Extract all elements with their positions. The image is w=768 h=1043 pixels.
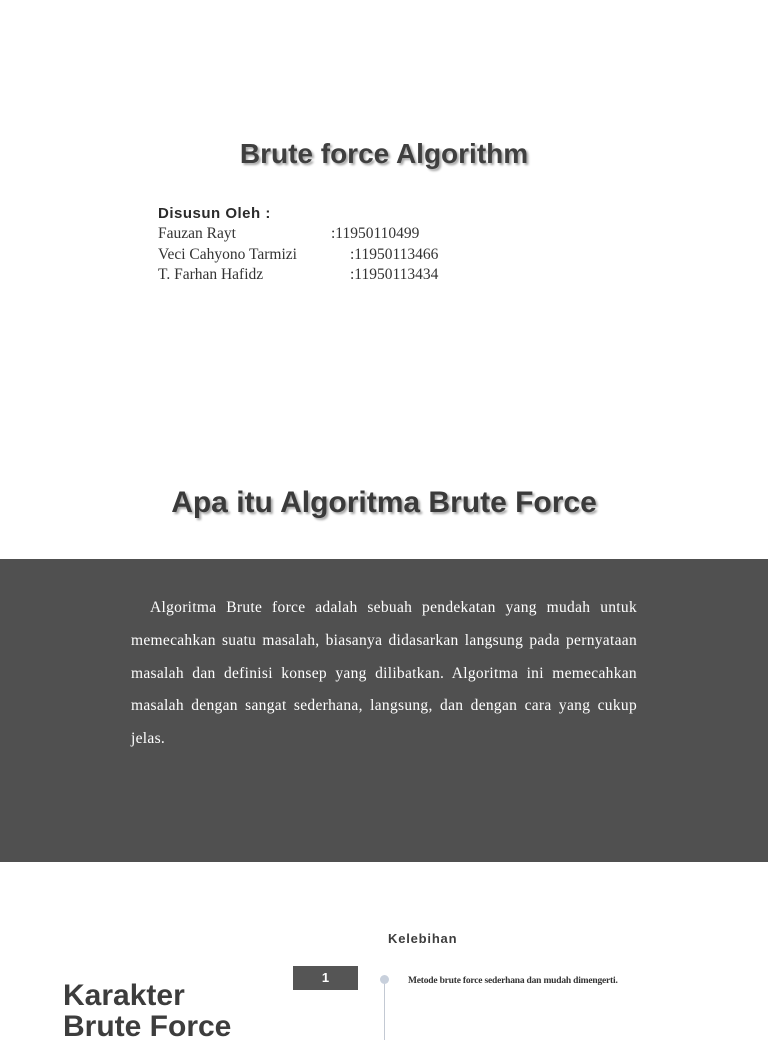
author-row bbox=[158, 265, 488, 286]
section-title: Apa itu Algoritma Brute Force bbox=[171, 486, 597, 519]
author-row bbox=[158, 224, 488, 245]
timeline-line bbox=[384, 980, 385, 1040]
authors-block bbox=[158, 204, 488, 286]
author-name: Fauzan Rayt bbox=[158, 225, 236, 242]
characteristics-title: Karakter Brute Force bbox=[63, 979, 232, 1043]
item-number-badge: 1 bbox=[293, 966, 358, 990]
author-nim: :11950113466 bbox=[350, 245, 439, 263]
author-name: Veci Cahyono Tarmizi bbox=[158, 245, 297, 263]
timeline-dot-icon bbox=[380, 975, 389, 984]
document-title: Brute force Algorithm bbox=[239, 138, 529, 169]
slide-definition bbox=[0, 440, 768, 862]
author-nim: :11950113434 bbox=[350, 266, 439, 283]
slide-title bbox=[0, 0, 768, 330]
author-name: T. Farhan Hafidz bbox=[158, 266, 264, 283]
author-nim: :11950110499 bbox=[331, 225, 420, 242]
definition-paragraph: Algoritma Brute force adalah sebuah pendekatan yang mudah untuk memecahkan suatu masalah, biasanya didasarkan langsung pada pernyataan masalah dan definisi konsep yang dilibatkan. Algoritma ini memecahkan masalah dengan sangat sederhana, langsung, dan dengan cara yang cukup jelas. bbox=[131, 599, 637, 748]
definition-panel bbox=[0, 559, 768, 862]
advantage-item-text: Metode brute force sederhana dan mudah dimengerti. bbox=[408, 976, 618, 986]
slide-characteristics bbox=[0, 862, 768, 1043]
advantages-label: Kelebihan bbox=[388, 931, 458, 946]
authors-label: Disusun Oleh : bbox=[158, 205, 271, 222]
author-row bbox=[158, 245, 488, 266]
